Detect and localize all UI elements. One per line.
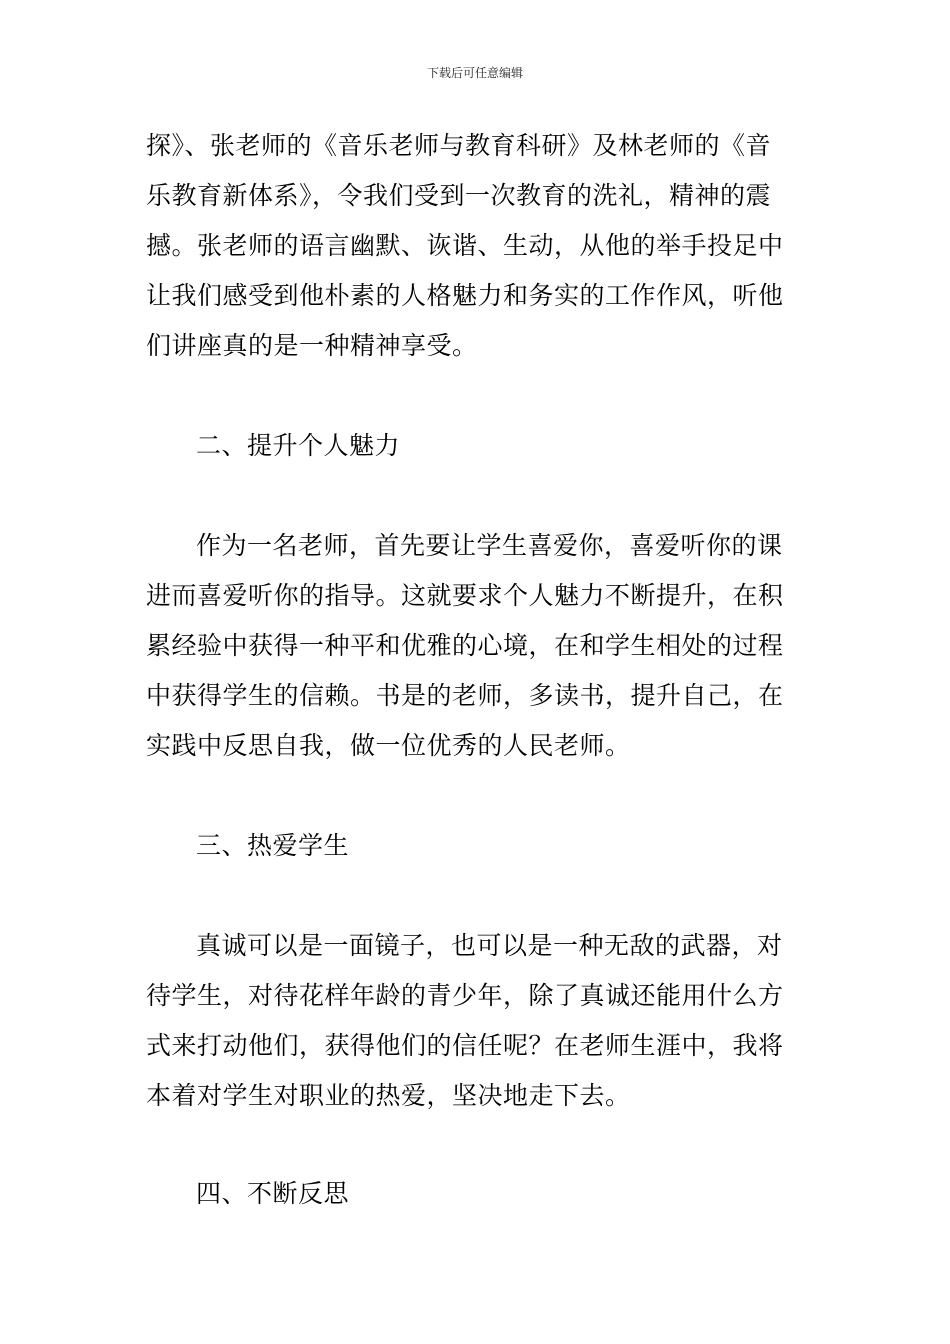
text-line: 实践中反思自我，做一位优秀的人民老师。 (146, 731, 631, 760)
text-line: 乐教育新体系》，令我们受到一次教育的洗礼，精神的震 (146, 181, 772, 210)
text-line: 进而喜爱听你的指导。这就要求个人魅力不断提升，在积 (146, 581, 784, 610)
header-note: 下载后可任意编辑 (426, 66, 523, 80)
section-heading: 二、提升个人魅力 (196, 431, 401, 460)
text-line: 们讲座真的是一种精神享受。 (146, 331, 478, 360)
text-line: 让我们感受到他朴素的人格魅力和务实的工作作风，听他 (146, 281, 784, 310)
text-line: 式来打动他们，获得他们的信任呢？在老师生涯中，我将 (146, 1031, 784, 1060)
text-line: 本着对学生对职业的热爱，坚决地走下去。 (146, 1081, 631, 1110)
text-line: 中获得学生的信赖。书是的老师，多读书，提升自己，在 (146, 681, 784, 710)
text-line: 待学生，对待花样年龄的青少年，除了真诚还能用什么方 (146, 981, 784, 1010)
text-line: 作为一名老师，首先要让学生喜爱你，喜爱听你的课 (196, 531, 783, 560)
text-line: 累经验中获得一种平和优雅的心境，在和学生相处的过程 (146, 631, 784, 660)
text-line: 真诚可以是一面镜子，也可以是一种无敌的武器，对 (196, 931, 783, 960)
section-heading: 三、热爱学生 (196, 831, 350, 860)
text-line: 探》、张老师的《音乐老师与教育科研》及林老师的《音 (146, 131, 772, 160)
text-line: 撼。张老师的语言幽默、诙谐、生动，从他的举手投足中 (146, 231, 784, 260)
section-heading: 四、不断反思 (196, 1179, 350, 1208)
